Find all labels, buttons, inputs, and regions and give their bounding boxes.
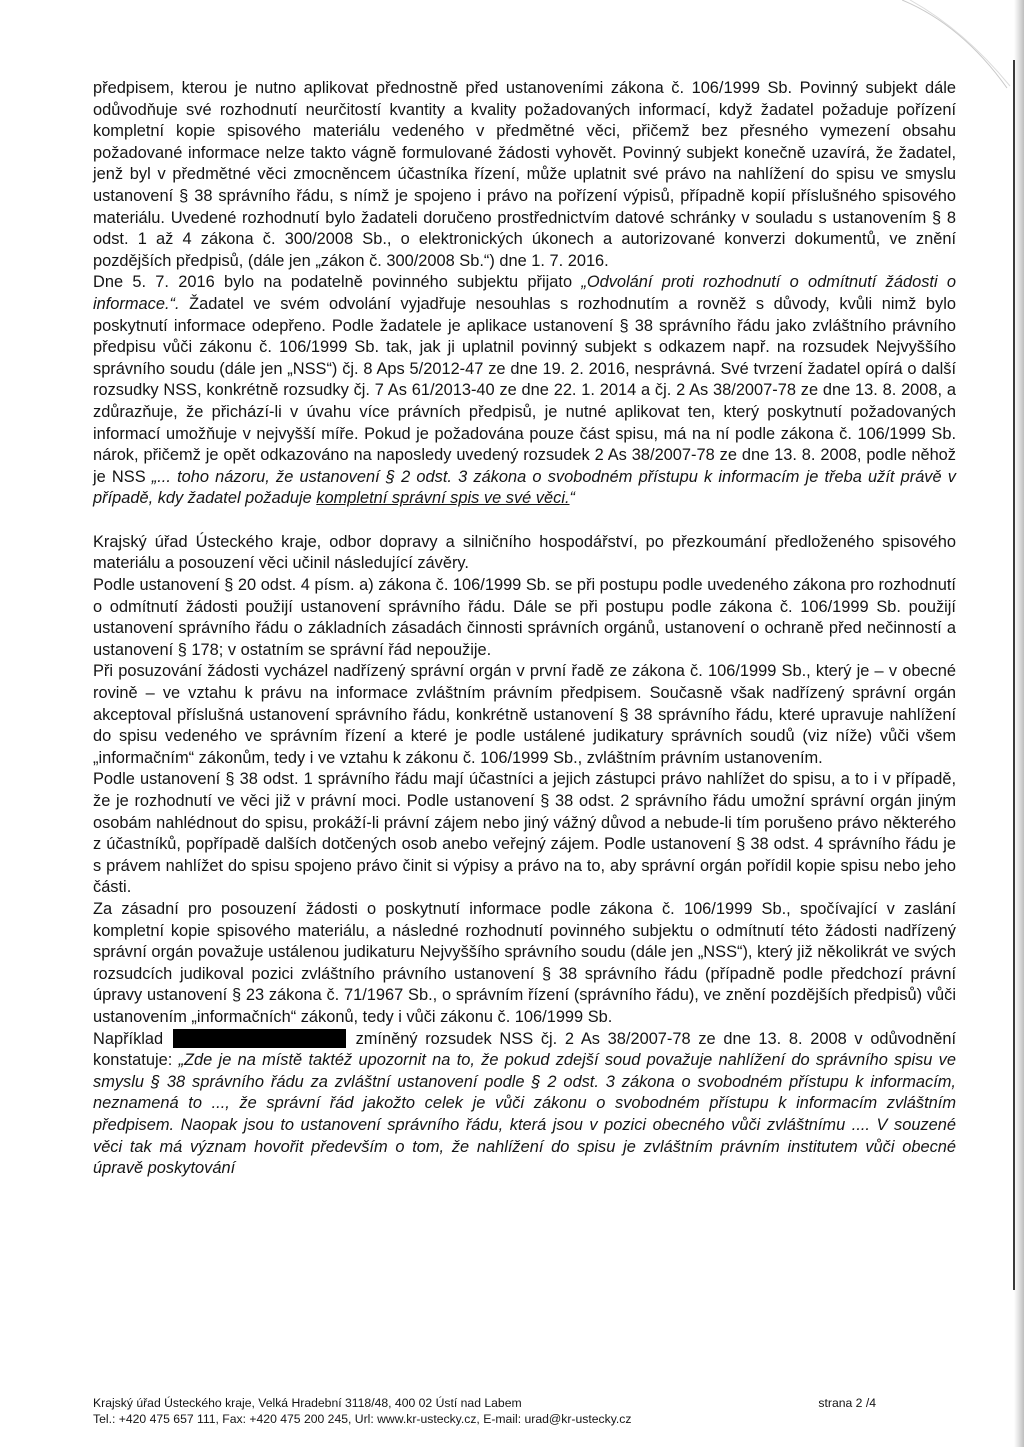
text-run: “ [569,489,575,508]
text-run: zmíněný rozsudek NSS čj. 2 As 38/2007-78 ze dne 13. 8. 2008 v odůvodnění konstatuje: [93,1029,956,1070]
text-run: Při posuzování žádosti vycházel nadřízený správní orgán v první řadě ze zákona č. 106/1999 Sb., který je – v obecné rovině – ve vztahu k právu na informace zvláštním právním předpisem. Současně však nadřízený správní orgán akceptoval příslušná ustanovení správního řádu, konkrétně ustanovení § 38 správního řádu, které upravuje nahlížení do spisu vedeného ve správním řízení a které je podle ustálené judikatury správních soudů (viz níže) vůči všem „informačním“ zákonům, tedy i ve vztahu k zákonu č. 106/1999 Sb., zvláštním právním ustanovením. [93,662,956,767]
text-run: kompletní správní spis ve své věci. [316,489,570,508]
footer-contacts: Tel.: +420 475 657 111, Fax: +420 475 200 245, Url: www.kr-ustecky.cz, E-mail: urad@kr-ustecky.cz [93,1412,632,1426]
paragraph [93,272,956,510]
text-run: Dne 5. 7. 2016 bylo na podatelně povinného subjektu přijato [93,273,582,292]
page-footer [93,1395,956,1427]
scan-edge [1014,0,1024,1447]
text-run: „Zde je na místě taktéž upozornit na to, že pokud zdejší soud považuje nahlížení do správního spisu ve smyslu § 38 správního řádu za zvláštní ustanovení podle § 2 odst. 3 zákona o svobodném přístupu k informacím, neznamená to ..., že správní řád jakožto celek je vůči zákonu o svobodném přístupu k informacím zvláštním předpisem. Naopak jsou to ustanovení správního řádu, která jsou v pozici obecného vůči zvláštnímu .... V souzené věci tak má význam hovořit především o tom, že nahlížení do spisu je zvláštním právním institutem vůči obecné úpravě poskytování [93,1051,956,1178]
text-run: Podle ustanovení § 38 odst. 1 správního řádu mají účastníci a jejich zástupci právo nahlížet do spisu, a to i v případě, že je rozhodnutí ve věci již v právní moci. Podle ustanovení § 38 odst. 2 správního řádu umožní správní orgán jiným osobám nahlédnout do spisu, prokáží-li právní zájem nebo jiný vážný důvod a nebude-li tím porušeno právo některého z účastníků, popřípadě dalších dotčených osob anebo veřejný zájem. Podle ustanovení § 38 odst. 4 správního řádu je s právem nahlížet do spisu spojeno právo činit si výpisy a právo na to, aby správní orgán pořídil kopie spisu nebo jeho části. [93,770,956,897]
paragraph [93,78,956,272]
text-run: „Odvolání proti rozhodnutí o odmítnutí žádosti o informace.“. [93,273,956,313]
text-run: Podle ustanovení § 20 odst. 4 písm. a) zákona č. 106/1999 Sb. se při postupu podle uvedeného zákona pro rozhodnutí o odmítnutí žádosti použijí ustanovení správního řádu. Dále se při postupu podle zákona č. 106/1999 Sb. použijí ustanovení správního řádu o základních zásadách činnosti správních orgánů, ustanovení o ochraně před nečinností a ustanovení § 178; v ostatním se správní řád nepoužije. [93,576,956,659]
text-run: předpisem, kterou je nutno aplikovat přednostně před ustanoveními zákona č. 106/1999 Sb. Povinný subjekt dále odůvodňuje své rozhodnutí neurčitostí kvantity a kvality požadovaných informací, když žadatel požaduje pořízení kompletní kopie spisového materiálu vedeného v předmětné věci, přičemž bez přesného vymezení obsahu požadované informace nelze takto vágně formulované žádosti vyhovět. Povinný subjekt konečně uzavírá, že žadatel, jenž byl v předmětné věci zmocněncem účastníka řízení, může uplatnit své právo na nahlížení do spisu ve smyslu ustanovení § 38 správního řádu, s nímž je spojeno i právo na pořízení výpisů, případně kopií příslušného spisového materiálu. Uvedené rozhodnutí bylo žadateli doručeno prostřednictvím datové schránky v souladu s ustanovením § 8 odst. 1 až 4 zákona č. 300/2008 Sb., o elektronických úkonech a autorizované konverzi dokumentů, ve znění pozdějších předpisů, (dále jen „zákon č. 300/2008 Sb.“) dne 1. 7. 2016. [93,79,956,270]
redacted-block [173,1029,346,1048]
paragraph-gap [93,510,956,532]
paragraph [93,532,956,575]
text-run: Za zásadní pro posouzení žádosti o poskytnutí informace podle zákona č. 106/1999 Sb., spočívající v zaslání kompletní kopie spisového materiálu, a následné rozhodnutí povinného subjektu o odmítnutí této žádosti nadřízený správní orgán považuje ustálenou judikaturu Nejvyššího správního soudu (dále jen „NSS“), který již několikrát ve svých rozsudcích judikoval pozici zvláštního právního ustanovení § 38 správního řádu (případně podle předchozí právní úpravy ustanovení § 23 zákona č. 71/1967 Sb., o správním řízení (správního řádu), ve znění pozdějších předpisů) vůči ustanovením „informačních“ zákonů, tedy i vůči zákonu č. 106/1999 Sb. [93,899,956,1026]
document-body [93,78,956,1180]
page-number: strana 2 /4 [818,1396,876,1410]
text-run: Žadatel ve svém odvolání vyjadřuje nesouhlas s rozhodnutím a rovněž s důvody, kvůli nimž bylo poskytnutí informace odepřeno. Podle žadatele je aplikace ustanovení § 38 správního řádu jako zvláštního právního předpisu vůči zákonu č. 106/1999 Sb. tak, jak ji uplatnil povinný subjekt s odkazem např. na rozsudek Nejvyššího správního soudu (dále jen „NSS“) čj. 8 Aps 5/2012-47 ze dne 19. 2. 2016, nesprávná. Své tvrzení žadatel opírá o další rozsudky NSS, konkrétně rozsudky čj. 7 As 61/2013-40 ze dne 22. 1. 2014 a čj. 2 As 38/2007-78 ze dne 13. 8. 2008, a zdůrazňuje, že přichází-li v úvahu více právních předpisů, je nutné aplikovat ten, který poskytnutí požadovaných informací umožňuje v nejvyšší míře. Pokud je požadována pouze část spisu, má na ní podle zákona č. 106/1999 Sb. nárok, přičemž je opět odkazováno na naposledy uvedený rozsudek 2 As 38/2007-78 ze dne 13. 8. 2008, podle něhož je NSS [93,294,956,486]
paragraph [93,899,956,1029]
footer-address: Krajský úřad Ústeckého kraje, Velká Hradební 3118/48, 400 02 Ústí nad Labem [93,1396,522,1410]
text-run: „... toho názoru, že ustanovení § 2 odst. 3 zákona o svobodném přístupu k informacím je třeba užít právě v případě, kdy žadatel požaduje [93,467,956,508]
text-run: Například [93,1029,171,1048]
paragraph [93,575,956,661]
text-run: Krajský úřad Ústeckého kraje, odbor dopravy a silničního hospodářství, po přezkoumání předloženého spisového materiálu a posouzení věci učinil následující závěry. [93,532,956,573]
paragraph [93,661,956,769]
scan-edge-line [1013,60,1015,1290]
paragraph [93,1029,956,1180]
paragraph [93,769,956,899]
scan-corner-mark [902,0,1012,90]
